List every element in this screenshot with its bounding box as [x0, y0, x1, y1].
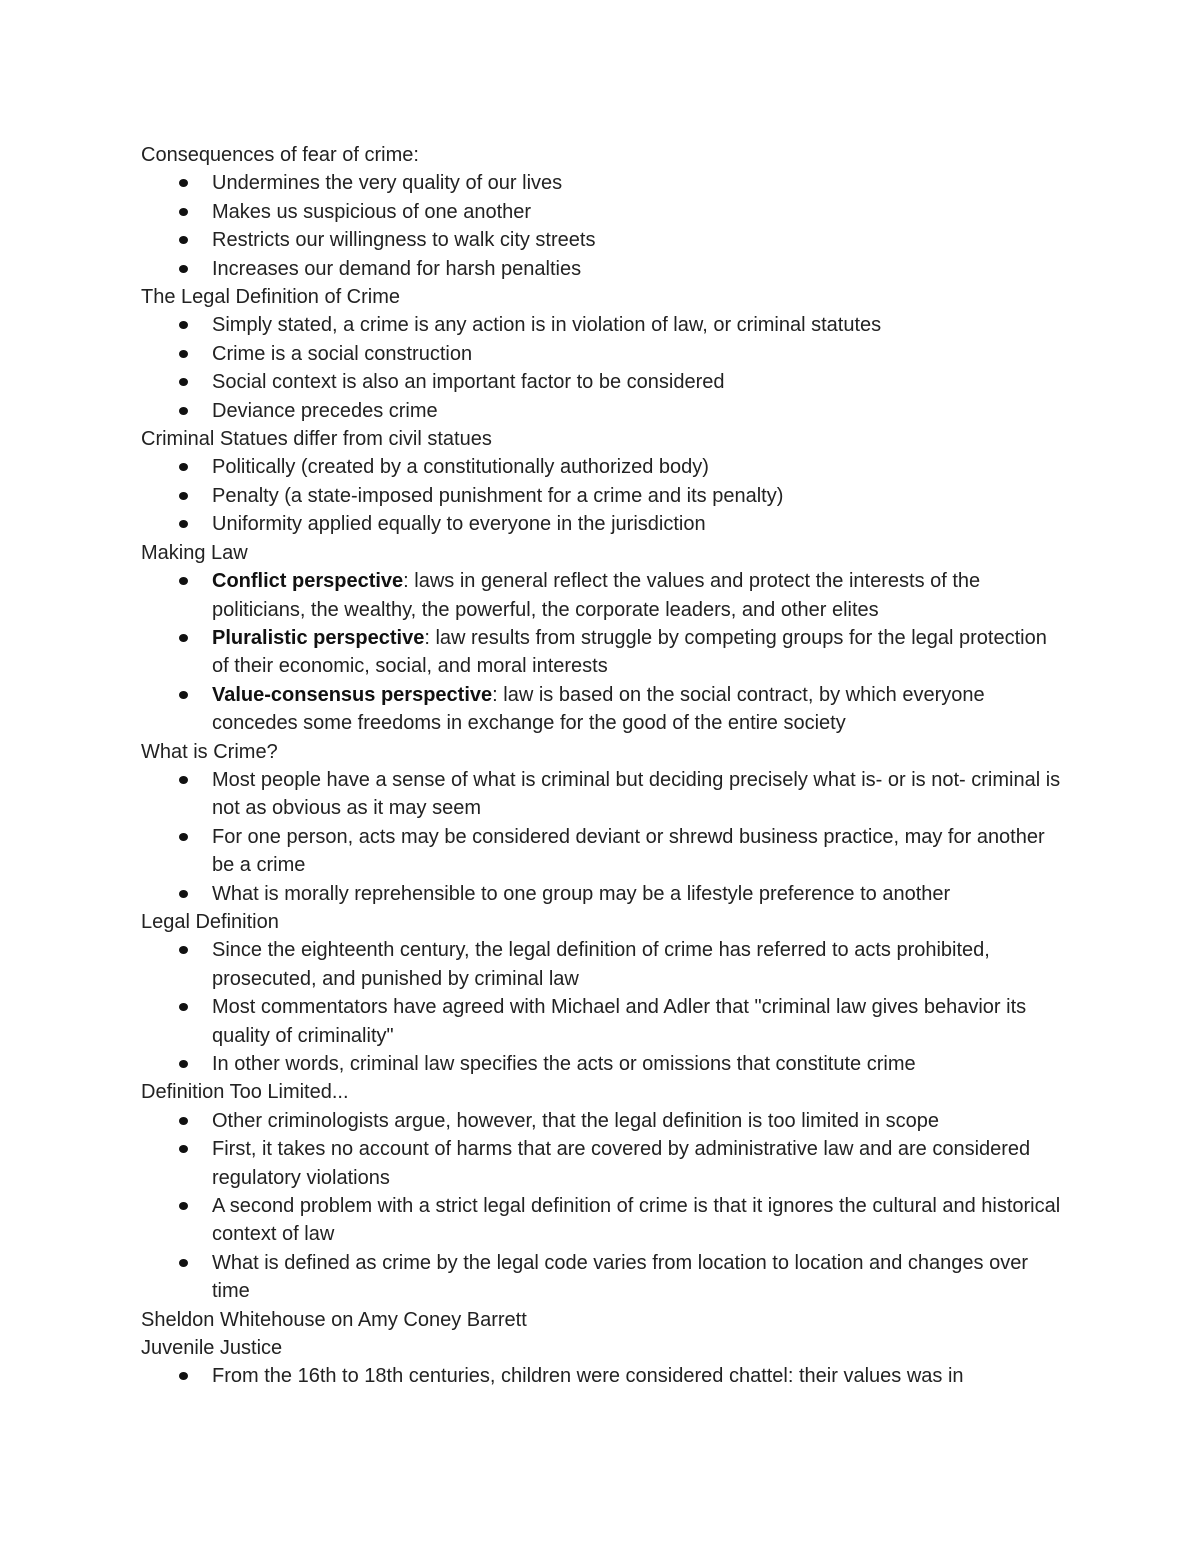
list-item-text: Social context is also an important factor to be considered	[212, 371, 725, 394]
list-item	[141, 311, 1061, 339]
bullet-icon	[179, 407, 188, 415]
list-item	[141, 567, 1061, 624]
list-item-text: Since the eighteenth century, the legal definition of crime has referred to acts prohibited, prosecuted, and punished by criminal law	[212, 939, 990, 990]
section	[141, 539, 1061, 738]
bullet-icon	[179, 378, 188, 386]
section-heading: Definition Too Limited...	[141, 1081, 349, 1104]
list-item-text: : law results from struggle by competing groups for the legal protection of their economic, social, and moral interests	[212, 626, 1047, 678]
list-item-text: Most commentators have agreed with Michael and Adler that "criminal law gives behavior its quality of criminality"	[212, 996, 1027, 1047]
bullet-icon	[179, 208, 188, 216]
bullet-list	[141, 453, 1061, 538]
list-item-text: : law is based on the social contract, by which everyone concedes some freedoms in exchange for the good of the entire society	[212, 683, 985, 735]
bullet-icon	[179, 1003, 188, 1011]
bullet-icon	[179, 179, 188, 187]
bullet-icon	[179, 321, 188, 329]
bullet-list	[141, 936, 1061, 1078]
bullet-list	[141, 1107, 1061, 1306]
bullet-icon	[179, 1117, 188, 1125]
list-item-text: Penalty (a state-imposed punishment for a crime and its penalty)	[212, 484, 784, 507]
bullet-icon	[179, 890, 188, 898]
bullet-icon	[179, 946, 188, 954]
section-heading: Sheldon Whitehouse on Amy Coney Barrett	[141, 1308, 527, 1331]
bullet-list	[141, 169, 1061, 283]
section-heading: Criminal Statues differ from civil statues	[141, 428, 492, 451]
bullet-icon	[179, 265, 188, 273]
bullet-list	[141, 766, 1061, 908]
list-item-text: Restricts our willingness to walk city streets	[212, 229, 596, 252]
section-heading: Juvenile Justice	[141, 1337, 283, 1360]
term-label: Pluralistic perspective	[212, 626, 425, 649]
list-item-text: A second problem with a strict legal definition of crime is that it ignores the cultural and historical context of law	[212, 1195, 1061, 1246]
list-item	[141, 397, 1061, 425]
list-item	[141, 368, 1061, 396]
list-item	[141, 1362, 1061, 1390]
section	[141, 425, 1061, 539]
list-item-text: For one person, acts may be considered deviant or shrewd business practice, may for another be a crime	[212, 825, 1045, 877]
list-item-text: First, it takes no account of harms that are covered by administrative law and are considered regulatory violations	[212, 1138, 1031, 1189]
bullet-icon	[179, 776, 188, 784]
bullet-icon	[179, 1060, 188, 1068]
list-item-text: From the 16th to 18th centuries, children were considered chattel: their values was in	[212, 1365, 964, 1388]
bullet-list	[141, 567, 1061, 737]
term-label: Value-consensus perspective	[212, 683, 493, 706]
list-item	[141, 198, 1061, 226]
list-item-text: In other words, criminal law specifies the acts or omissions that constitute crime	[212, 1053, 916, 1075]
list-item-text: Crime is a social construction	[212, 342, 473, 365]
bullet-icon	[179, 833, 188, 841]
list-item-text: Increases our demand for harsh penalties	[212, 257, 582, 280]
list-item-text: Deviance precedes crime	[212, 399, 438, 422]
list-item	[141, 340, 1061, 368]
list-item	[141, 823, 1061, 880]
list-item	[141, 880, 1061, 908]
bullet-icon	[179, 1202, 188, 1210]
bullet-icon	[179, 634, 188, 642]
list-item-text: Simply stated, a crime is any action is in violation of law, or criminal statutes	[212, 314, 882, 337]
section	[141, 283, 1061, 425]
list-item-text: Politically (created by a constitutionally authorized body)	[212, 456, 709, 479]
list-item	[141, 993, 1061, 1050]
list-item	[141, 169, 1061, 197]
list-item	[141, 510, 1061, 538]
list-item-text: Makes us suspicious of one another	[212, 200, 532, 223]
section	[141, 1306, 1061, 1334]
list-item	[141, 226, 1061, 254]
bullet-list	[141, 311, 1061, 425]
bullet-icon	[179, 236, 188, 244]
bullet-icon	[179, 1259, 188, 1267]
list-item	[141, 453, 1061, 481]
section-heading: Making Law	[141, 541, 248, 564]
list-item-text: Most people have a sense of what is criminal but deciding precisely what is- or is not- criminal is not as obvious as it may seem	[212, 768, 1061, 820]
list-item	[141, 936, 1061, 993]
list-item-text: Undermines the very quality of our lives	[212, 172, 563, 195]
list-item	[141, 681, 1061, 738]
bullet-icon	[179, 350, 188, 358]
list-item-text: Uniformity applied equally to everyone in the jurisdiction	[212, 513, 706, 536]
section	[141, 141, 1061, 283]
list-item	[141, 624, 1061, 681]
bullet-icon	[179, 520, 188, 528]
document-page	[141, 141, 1061, 1391]
section	[141, 1334, 1061, 1391]
section-heading: What is Crime?	[141, 740, 278, 763]
bullet-icon	[179, 691, 188, 699]
list-item	[141, 1107, 1061, 1135]
section-heading: Consequences of fear of crime:	[141, 144, 419, 166]
list-item	[141, 482, 1061, 510]
list-item	[141, 1249, 1061, 1306]
section-heading: Legal Definition	[141, 910, 279, 933]
list-item	[141, 1135, 1061, 1192]
list-item-text: : laws in general reflect the values and protect the interests of the politicians, the wealthy, the powerful, the corporate leaders, and other elites	[212, 570, 981, 621]
list-item	[141, 1192, 1061, 1249]
bullet-icon	[179, 1145, 188, 1153]
bullet-icon	[179, 1372, 188, 1380]
bullet-list	[141, 1362, 1061, 1390]
section	[141, 908, 1061, 1078]
section	[141, 738, 1061, 908]
bullet-icon	[179, 463, 188, 471]
list-item-text: What is defined as crime by the legal code varies from location to location and changes over time	[212, 1251, 1028, 1303]
list-item-text: Other criminologists argue, however, that the legal definition is too limited in scope	[212, 1109, 940, 1132]
section	[141, 1078, 1061, 1305]
section-heading: The Legal Definition of Crime	[141, 286, 401, 309]
list-item-text: What is morally reprehensible to one group may be a lifestyle preference to another	[212, 882, 951, 905]
list-item	[141, 1050, 1061, 1078]
term-label: Conflict perspective	[212, 570, 404, 593]
bullet-icon	[179, 577, 188, 585]
list-item	[141, 766, 1061, 823]
list-item	[141, 255, 1061, 283]
bullet-icon	[179, 492, 188, 500]
